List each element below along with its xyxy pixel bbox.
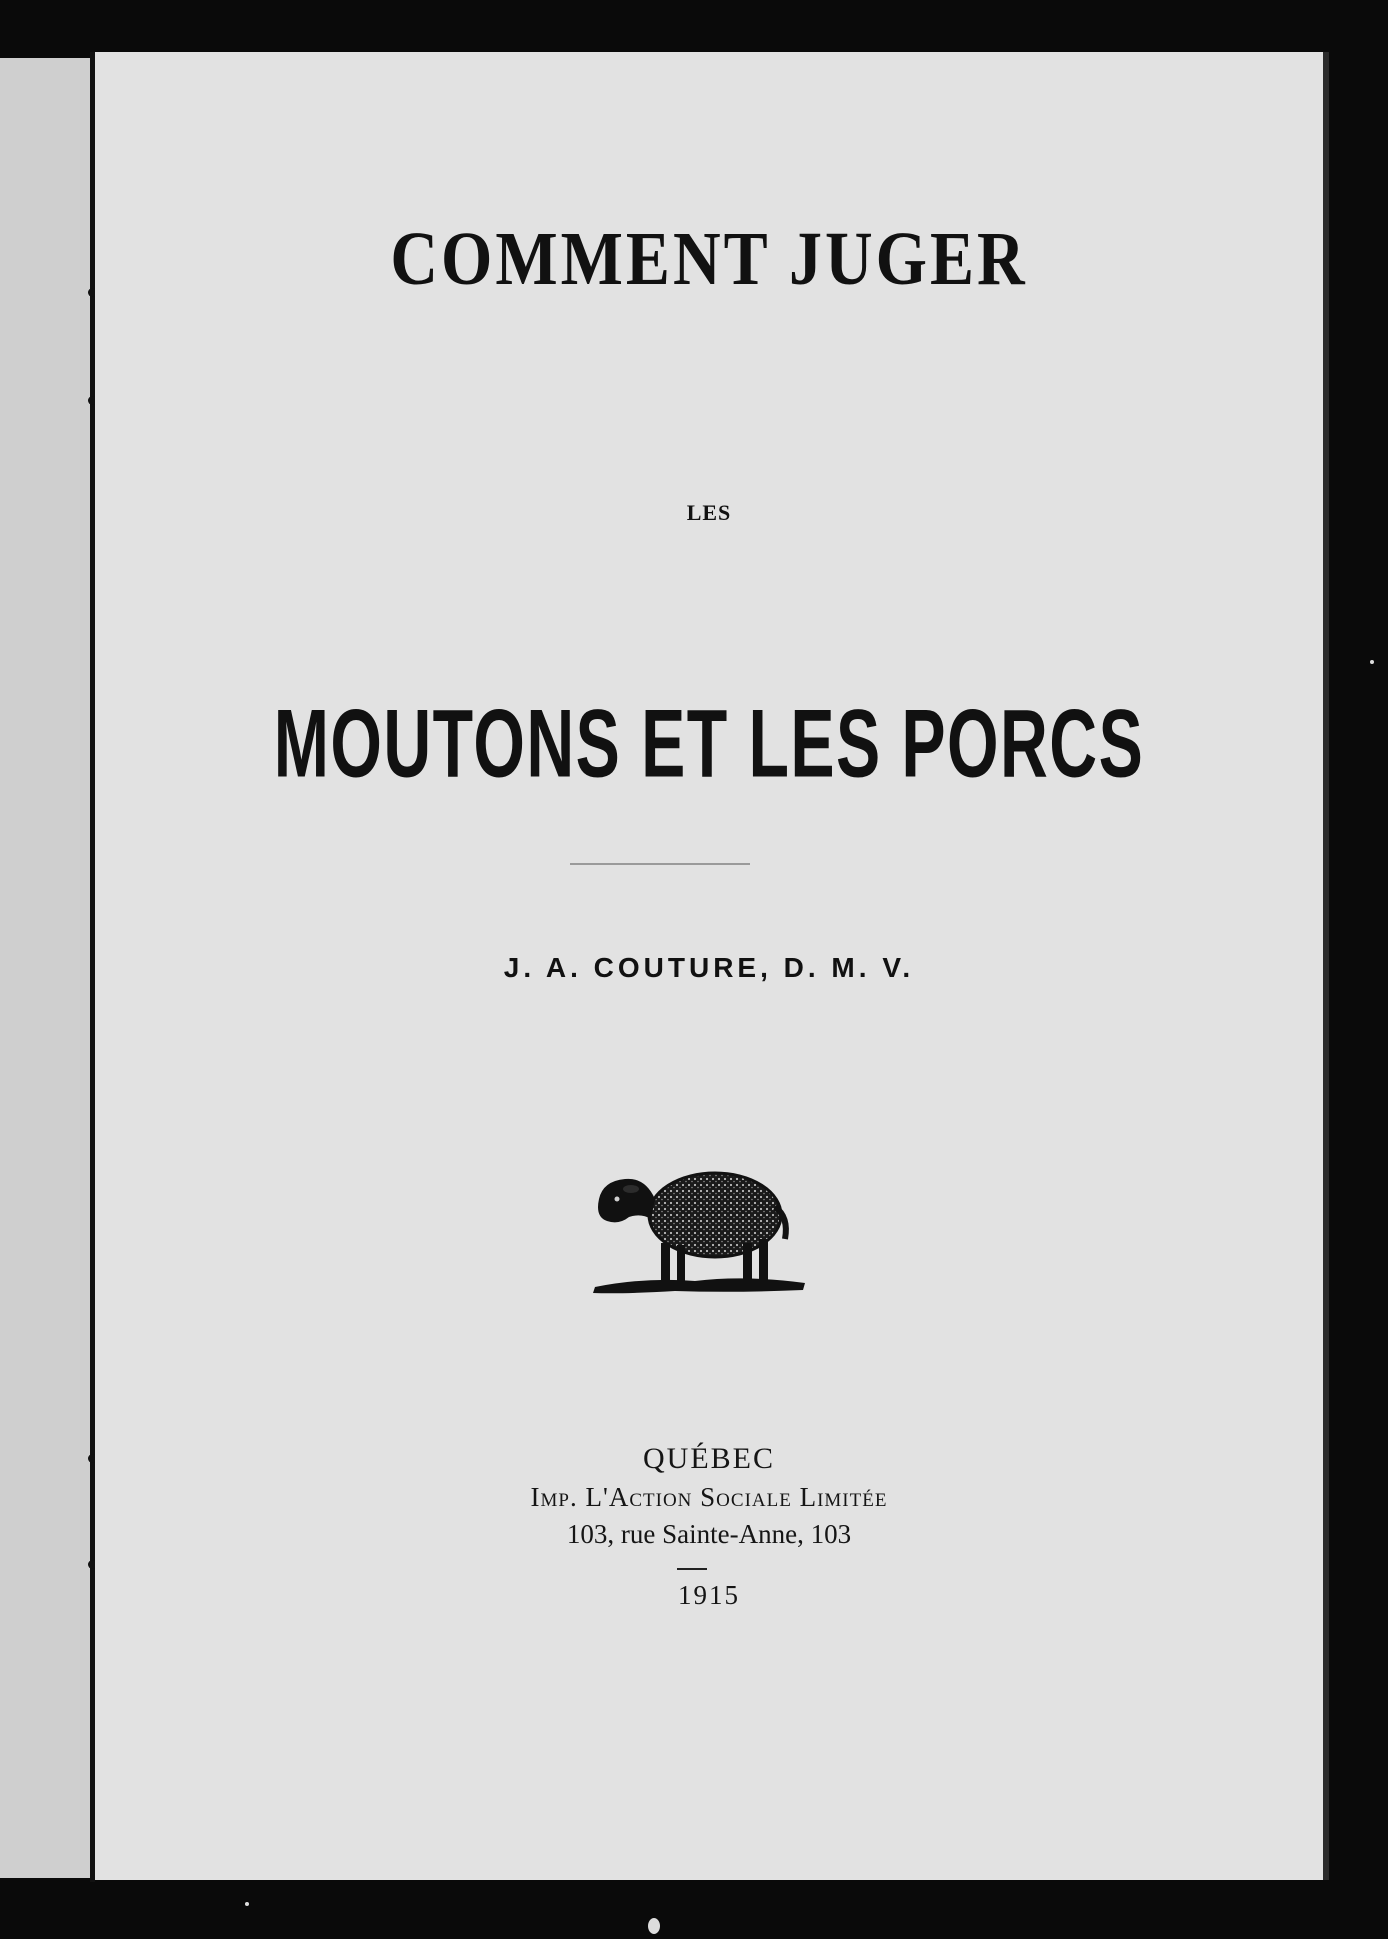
title-page [95, 52, 1323, 1880]
imprint-year: 1915 [678, 1580, 740, 1610]
imprint-city: QUÉBEC [643, 1442, 775, 1475]
author-line: J. A. COUTURE, D. M. V. [503, 952, 915, 983]
imprint-printer: Imp. L'Action Sociale Limitée [530, 1482, 888, 1512]
title-line-1: COMMENT JUGER [390, 217, 1028, 302]
page-right-edge [1323, 52, 1329, 1880]
left-page-edge [0, 58, 94, 1878]
scan-speck [245, 1902, 249, 1906]
title-rule [570, 863, 750, 865]
sheep-illustration [585, 1147, 815, 1297]
imprint-address: 103, rue Sainte-Anne, 103 [566, 1519, 852, 1549]
title-line-2: LES [686, 500, 732, 525]
scan-speck [648, 1918, 660, 1934]
title-line-3: MOUTONS ET LES PORCS [273, 690, 1145, 798]
scan-speck [1370, 660, 1374, 664]
imprint-separator [677, 1568, 707, 1570]
